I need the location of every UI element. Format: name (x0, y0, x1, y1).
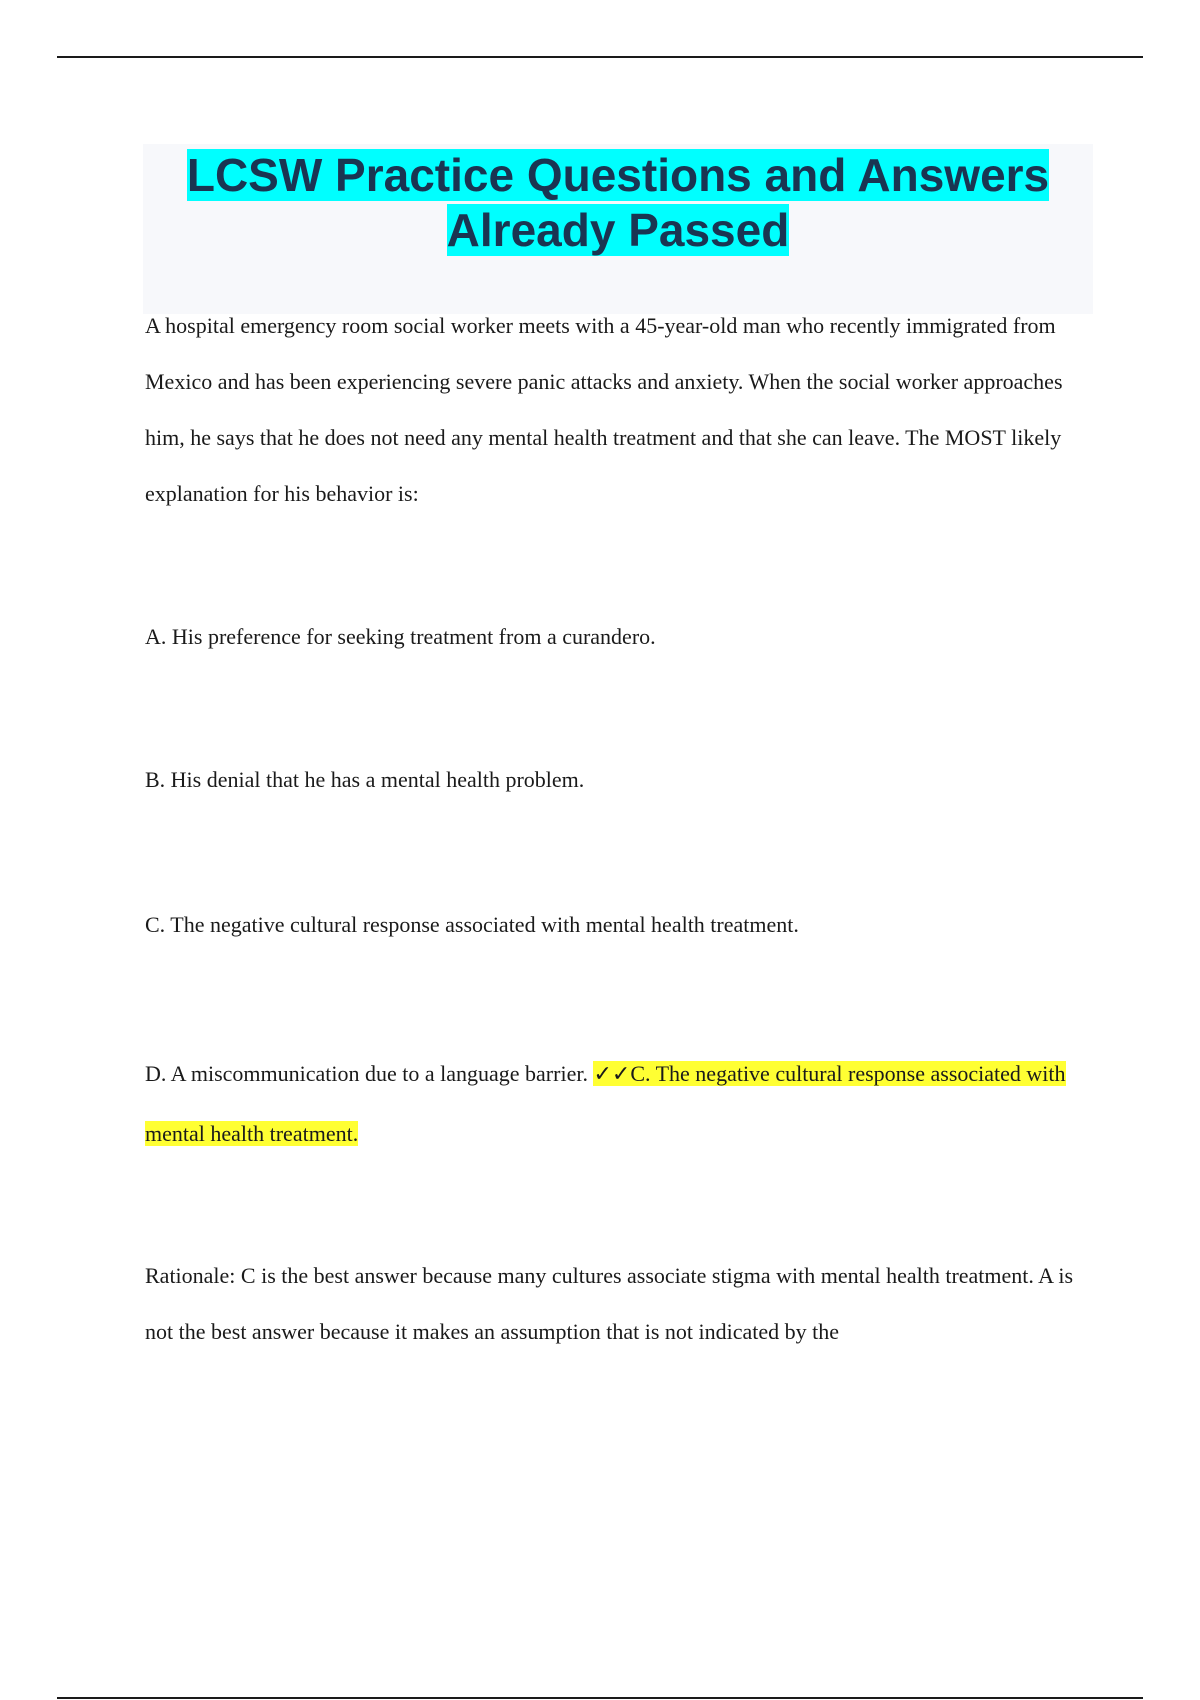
document-title (143, 144, 1093, 258)
title-block (143, 144, 1093, 314)
option-d-with-answer (145, 1044, 1095, 1164)
correct-answer: ✓✓C. The negative cultural response associated with mental health treatment. (145, 1061, 1066, 1146)
question-stem: A hospital emergency room social worker meets with a 45-year-old man who recently immigrated from Mexico and has been experiencing severe panic attacks and anxiety. When the social worker approaches him, he says that he does not need any mental health treatment and that she can leave. The MOST likely explanation for his behavior is: (145, 313, 1063, 506)
option-a: A. His preference for seeking treatment from a curandero. (145, 624, 656, 649)
option-d: D. A miscommunication due to a language barrier. (145, 1061, 588, 1086)
option-b: B. His denial that he has a mental health problem. (145, 767, 585, 792)
footer-rule (57, 1697, 1143, 1699)
option-c: C. The negative cultural response associated with mental health treatment. (145, 912, 799, 937)
document-title-text: LCSW Practice Questions and Answers Already Passed (186, 149, 1050, 256)
header-rule (57, 56, 1143, 58)
rationale: Rationale: C is the best answer because many cultures associate stigma with mental health treatment. A is not the best answer because it makes an assumption that is not indicated by the (145, 1263, 1074, 1344)
